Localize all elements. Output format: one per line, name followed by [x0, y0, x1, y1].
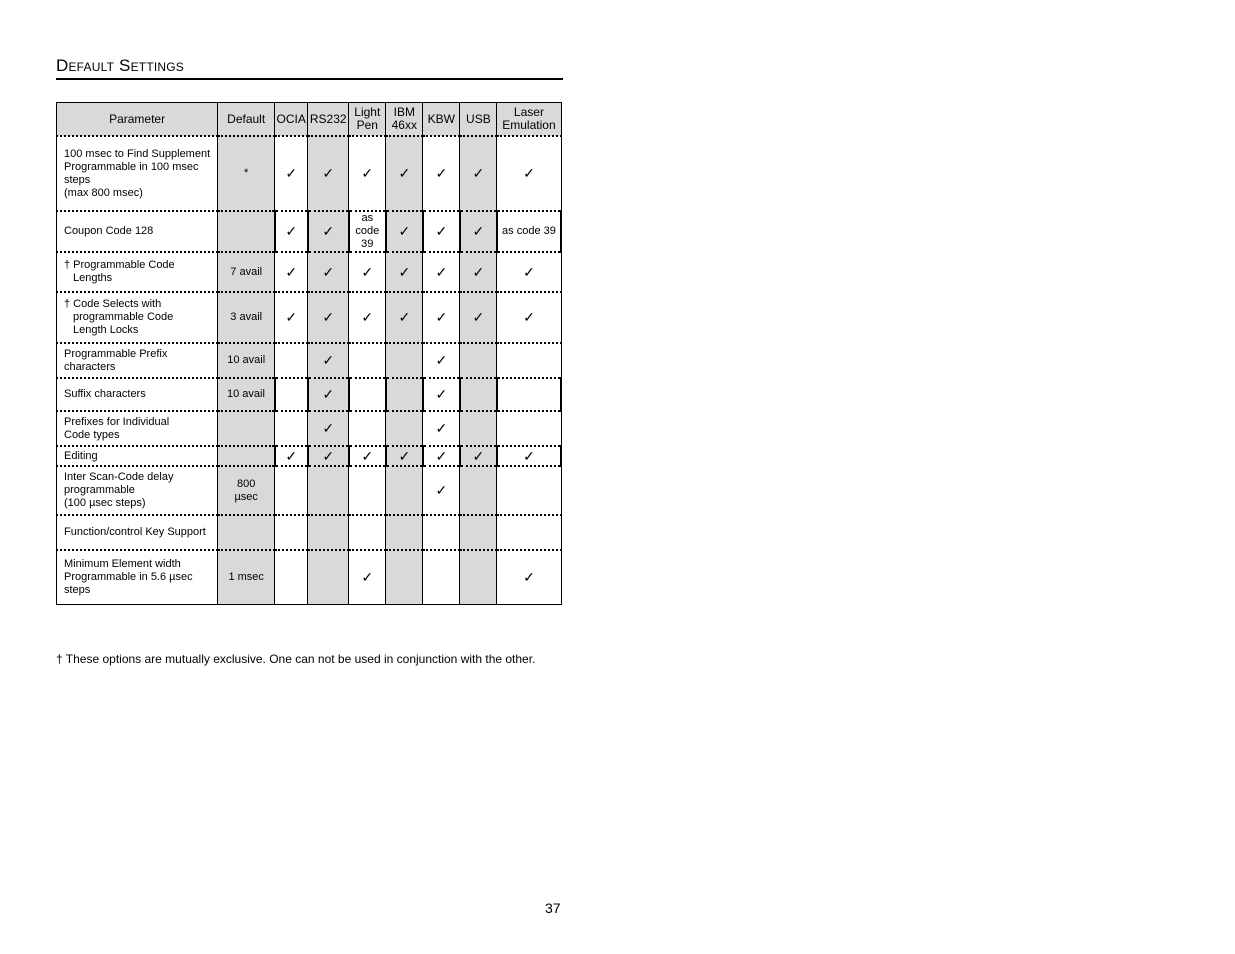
header-kbw: KBW	[423, 103, 460, 137]
support-cell: as code 39	[349, 211, 386, 252]
check-mark-cell: ✓	[275, 446, 308, 466]
table-row	[57, 136, 562, 211]
support-cell	[386, 411, 423, 446]
header-rs232: RS232	[308, 103, 349, 137]
header-default: Default	[218, 103, 275, 137]
default-value-cell: 10 avail	[218, 378, 275, 411]
parameter-cell	[57, 378, 218, 411]
parameter-cell	[57, 515, 218, 550]
support-cell	[386, 550, 423, 604]
parameter-line: Code types	[64, 428, 120, 441]
parameter-line: Programmable in 5.6 µsec	[64, 570, 193, 583]
check-mark-cell: ✓	[386, 136, 423, 211]
table-row	[57, 515, 562, 550]
support-cell	[460, 343, 497, 378]
support-cell	[497, 466, 561, 515]
support-cell	[275, 343, 308, 378]
table-row	[57, 343, 562, 378]
table-row	[57, 292, 562, 343]
check-mark-cell: ✓	[497, 446, 561, 466]
table-row	[57, 252, 562, 292]
table-row	[57, 466, 562, 515]
check-mark-cell: ✓	[460, 136, 497, 211]
parameter-line: Inter Scan-Code delay	[64, 471, 174, 483]
check-mark-cell: ✓	[275, 252, 308, 292]
check-mark-cell: ✓	[349, 252, 386, 292]
parameter-line: Length Locks	[73, 324, 139, 336]
check-mark-cell: ✓	[423, 136, 460, 211]
check-mark-cell: ✓	[497, 252, 561, 292]
support-cell	[349, 411, 386, 446]
parameter-line: † Code Selects with	[64, 298, 162, 310]
parameter-line: (max 800 msec)	[64, 186, 143, 199]
parameter-line: characters	[64, 360, 116, 373]
default-value-cell	[218, 515, 275, 550]
check-mark-cell: ✓	[497, 136, 561, 211]
parameter-cell	[57, 211, 218, 252]
check-mark-cell: ✓	[275, 136, 308, 211]
default-value-cell: 3 avail	[218, 292, 275, 343]
header-ocia: OCIA	[275, 103, 308, 137]
support-cell	[386, 378, 423, 411]
support-cell: as code 39	[497, 211, 561, 252]
support-cell	[275, 466, 308, 515]
check-mark-cell: ✓	[460, 211, 497, 252]
check-mark-cell: ✓	[497, 292, 561, 343]
header-light-pen: Light Pen	[349, 103, 386, 137]
page-title: Default Settings	[56, 56, 563, 80]
check-mark-cell: ✓	[460, 252, 497, 292]
check-mark-cell: ✓	[349, 550, 386, 604]
table-body	[57, 136, 562, 604]
header-laser-emulation: Laser Emulation	[497, 103, 561, 137]
check-mark-cell: ✓	[460, 446, 497, 466]
page-number: 37	[545, 900, 561, 916]
table-header-row	[57, 103, 562, 137]
check-mark-cell: ✓	[423, 466, 460, 515]
support-cell	[386, 466, 423, 515]
parameter-line: Minimum Element width	[64, 557, 181, 570]
header-ibm-46xx: IBM 46xx	[386, 103, 423, 137]
support-cell	[497, 515, 561, 550]
support-cell	[423, 515, 460, 550]
parameter-cell	[57, 446, 218, 466]
support-cell	[423, 550, 460, 604]
support-cell	[349, 466, 386, 515]
default-value-cell: *	[218, 136, 275, 211]
support-cell	[460, 515, 497, 550]
default-value-cell: 1 msec	[218, 550, 275, 604]
support-cell	[497, 378, 561, 411]
check-mark-cell: ✓	[308, 343, 349, 378]
check-mark-cell: ✓	[497, 550, 561, 604]
check-mark-cell: ✓	[423, 252, 460, 292]
parameter-line: (100 µsec steps)	[64, 497, 146, 509]
support-cell	[308, 515, 349, 550]
support-cell	[386, 515, 423, 550]
support-cell	[497, 411, 561, 446]
support-cell	[275, 550, 308, 604]
header-usb: USB	[460, 103, 497, 137]
parameter-line: Lengths	[73, 272, 113, 284]
parameter-line: programmable	[64, 484, 135, 496]
parameter-line: steps	[64, 583, 91, 596]
check-mark-cell: ✓	[423, 446, 460, 466]
parameter-line: programmable Code	[73, 311, 174, 323]
parameter-cell	[57, 343, 218, 378]
table-row	[57, 550, 562, 604]
default-value-cell	[218, 411, 275, 446]
parameter-cell	[57, 466, 218, 515]
parameter-cell	[57, 411, 218, 446]
check-mark-cell: ✓	[423, 343, 460, 378]
check-mark-cell: ✓	[308, 136, 349, 211]
support-cell	[460, 378, 497, 411]
parameter-line: 100 msec to Find Supplement	[64, 147, 211, 160]
support-cell	[308, 550, 349, 604]
default-value-cell: 10 avail	[218, 343, 275, 378]
default-settings-table	[56, 102, 562, 605]
table-row	[57, 211, 562, 252]
support-cell	[460, 466, 497, 515]
parameter-line: Prefixes for Individual	[64, 415, 170, 428]
check-mark-cell: ✓	[308, 211, 349, 252]
parameter-cell	[57, 136, 218, 211]
check-mark-cell: ✓	[386, 252, 423, 292]
support-cell	[308, 466, 349, 515]
table-row	[57, 411, 562, 446]
table-row	[57, 378, 562, 411]
support-cell	[275, 411, 308, 446]
support-cell	[275, 378, 308, 411]
parameter-cell	[57, 550, 218, 604]
check-mark-cell: ✓	[423, 411, 460, 446]
check-mark-cell: ✓	[349, 136, 386, 211]
parameter-cell	[57, 292, 218, 343]
parameter-line: Coupon Code 128	[64, 225, 154, 237]
support-cell	[349, 515, 386, 550]
check-mark-cell: ✓	[349, 292, 386, 343]
check-mark-cell: ✓	[308, 411, 349, 446]
check-mark-cell: ✓	[423, 378, 460, 411]
check-mark-cell: ✓	[349, 446, 386, 466]
table-row	[57, 446, 562, 466]
parameter-line: Programmable in 100 msec	[64, 160, 199, 173]
footnote: † These options are mutually exclusive. One can not be used in conjunction with the other.	[56, 652, 536, 666]
parameter-line: Editing	[64, 449, 98, 462]
check-mark-cell: ✓	[275, 211, 308, 252]
check-mark-cell: ✓	[308, 446, 349, 466]
parameter-line: Suffix characters	[64, 388, 146, 400]
check-mark-cell: ✓	[386, 446, 423, 466]
support-cell	[460, 550, 497, 604]
check-mark-cell: ✓	[423, 211, 460, 252]
support-cell	[497, 343, 561, 378]
parameter-line: steps	[64, 173, 91, 186]
check-mark-cell: ✓	[308, 292, 349, 343]
check-mark-cell: ✓	[386, 211, 423, 252]
support-cell	[386, 343, 423, 378]
check-mark-cell: ✓	[308, 252, 349, 292]
parameter-line: † Programmable Code	[64, 259, 175, 271]
support-cell	[275, 515, 308, 550]
default-value-cell: 800 µsec	[218, 466, 275, 515]
check-mark-cell: ✓	[423, 292, 460, 343]
support-cell	[349, 378, 386, 411]
parameter-cell	[57, 252, 218, 292]
check-mark-cell: ✓	[460, 292, 497, 343]
check-mark-cell: ✓	[308, 378, 349, 411]
support-cell	[349, 343, 386, 378]
check-mark-cell: ✓	[386, 292, 423, 343]
header-parameter: Parameter	[57, 103, 218, 137]
default-value-cell	[218, 446, 275, 466]
parameter-line: Programmable Prefix	[64, 347, 168, 360]
check-mark-cell: ✓	[275, 292, 308, 343]
parameter-line: Function/control Key Support	[64, 526, 206, 538]
support-cell	[460, 411, 497, 446]
default-value-cell	[218, 211, 275, 252]
default-value-cell: 7 avail	[218, 252, 275, 292]
